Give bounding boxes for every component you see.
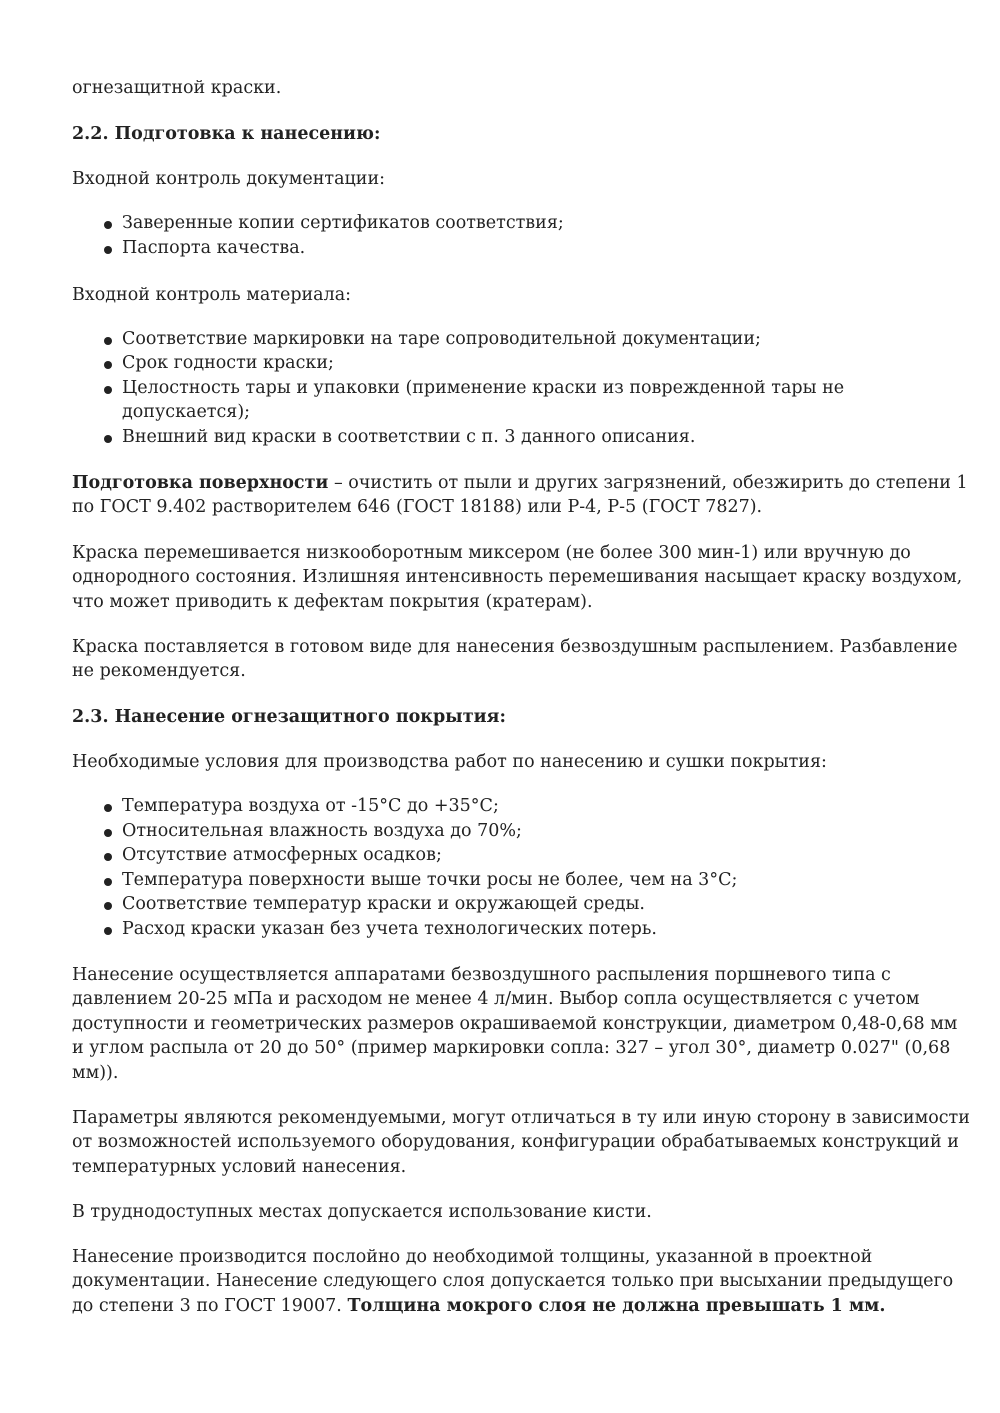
layering-paragraph-line: Нанесение производится послойно до необходимой толщины, указанной в проектной [72,1247,873,1267]
bullet-icon [104,902,112,910]
bullet-icon [104,804,112,812]
bullet-icon [104,221,112,229]
bullet-icon [104,878,112,886]
list-item: Соответствие маркировки на таре сопроводительной документации; [122,329,761,349]
doc-control-label: Входной контроль документации: [72,169,386,189]
bullet-icon [104,337,112,345]
bullet-icon [104,435,112,443]
list-item-continuation: допускается); [122,402,251,422]
bullet-icon [104,246,112,254]
layering-bold-warning: Толщина мокрого слоя не должна превышать 1 мм. [347,1296,886,1316]
surface-prep-text: – очистить от пыли и других загрязнений, обезжирить до степени 1 [328,473,968,493]
list-item: Соответствие температур краски и окружающей среды. [122,894,645,914]
intro-line: огнезащитной краски. [72,78,282,98]
surface-prep-line-1 [72,471,968,496]
supply-paragraph-line: не рекомендуется. [72,661,246,681]
equipment-paragraph-line: мм)). [72,1063,119,1083]
parameters-paragraph-line: температурных условий нанесения. [72,1157,407,1177]
bullet-icon [104,927,112,935]
equipment-paragraph-line: доступности и геометрических размеров окрашиваемой конструкции, диаметром 0,48-0,68 мм [72,1014,958,1034]
layering-text: до степени 3 по ГОСТ 19007. [72,1296,348,1316]
equipment-paragraph-line: Нанесение осуществляется аппаратами безвоздушного распыления поршневого типа с [72,965,891,985]
equipment-paragraph-line: давлением 20-25 мПа и расходом не менее 4 л/мин. Выбор сопла осуществляется с учетом [72,989,920,1009]
layering-paragraph-line [72,1294,885,1319]
list-item: Температура воздуха от -15°С до +35°С; [122,796,499,816]
equipment-paragraph-line: и углом распыла от 20 до 50° (пример маркировки сопла: 327 – угол 30°, диаметр 0.027" (0,68 [72,1038,951,1058]
list-item: Целостность тары и упаковки (применение краски из поврежденной тары не [122,378,845,398]
list-item: Паспорта качества. [122,238,306,258]
section-2-3-heading: 2.3. Нанесение огнезащитного покрытия: [72,707,506,727]
list-item: Расход краски указан без учета технологических потерь. [122,919,657,939]
list-item: Внешний вид краски в соответствии с п. 3 данного описания. [122,427,696,447]
list-item: Температура поверхности выше точки росы не более, чем на 3°С; [122,870,738,890]
bullet-icon [104,361,112,369]
surface-prep-bold: Подготовка поверхности [72,473,329,493]
layering-paragraph-line: документации. Нанесение следующего слоя допускается только при высыхании предыдущего [72,1271,954,1291]
mixing-paragraph-line: однородного состояния. Излишняя интенсивность перемешивания насыщает краску воздухом, [72,567,963,587]
bullet-icon [104,386,112,394]
list-item: Срок годности краски; [122,353,334,373]
list-item: Относительная влажность воздуха до 70%; [122,821,522,841]
supply-paragraph-line: Краска поставляется в готовом виде для нанесения безвоздушным распылением. Разбавление [72,637,958,657]
surface-prep-line-2: по ГОСТ 9.402 растворителем 646 (ГОСТ 18188) или Р-4, Р-5 (ГОСТ 7827). [72,497,763,517]
bullet-icon [104,829,112,837]
list-item: Отсутствие атмосферных осадков; [122,845,442,865]
bullet-icon [104,853,112,861]
brush-paragraph: В труднодоступных местах допускается использование кисти. [72,1202,652,1222]
material-control-label: Входной контроль материала: [72,285,352,305]
mixing-paragraph-line: Краска перемешивается низкооборотным миксером (не более 300 мин-1) или вручную до [72,543,911,563]
section-2-2-heading: 2.2. Подготовка к нанесению: [72,124,381,144]
list-item: Заверенные копии сертификатов соответствия; [122,213,564,233]
conditions-label: Необходимые условия для производства работ по нанесению и сушки покрытия: [72,752,827,772]
parameters-paragraph-line: от возможностей используемого оборудования, конфигурации обрабатываемых конструкций и [72,1132,959,1152]
parameters-paragraph-line: Параметры являются рекомендуемыми, могут отличаться в ту или иную сторону в зависимости [72,1108,970,1128]
mixing-paragraph-line: что может приводить к дефектам покрытия (кратерам). [72,592,593,612]
